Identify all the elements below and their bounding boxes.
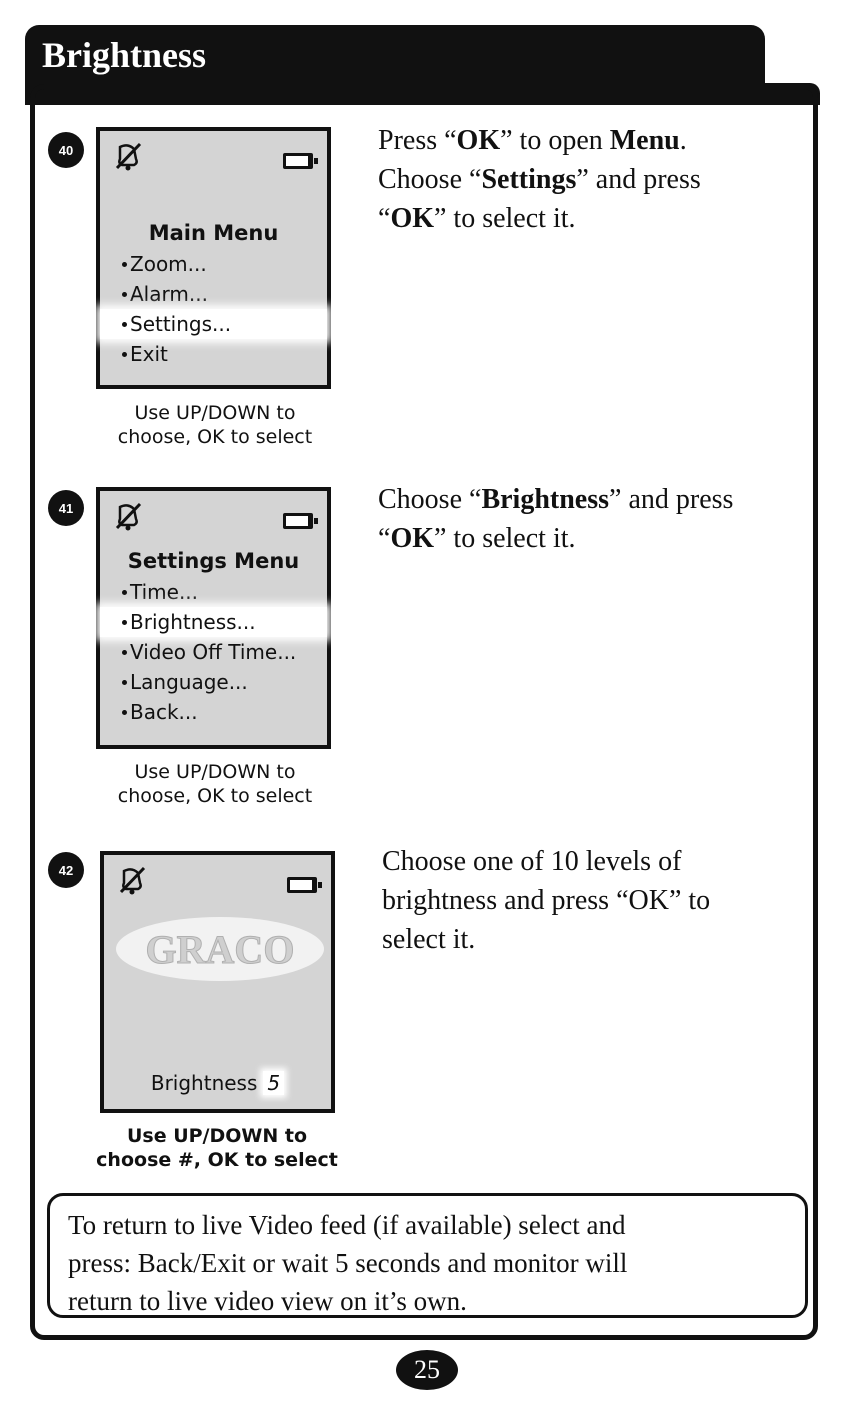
note-line: press: Back/Exit or wait 5 seconds and monitor will — [68, 1248, 628, 1278]
menu-title: Settings Menu — [127, 549, 300, 573]
menu-item-language: Language... — [100, 667, 327, 697]
menu-item-settings: Settings... — [100, 309, 327, 339]
menu-title: Main Menu — [148, 221, 279, 245]
menu-item-back: Back... — [100, 697, 327, 727]
mute-icon — [114, 141, 142, 171]
battery-icon — [287, 877, 317, 893]
menu-item-zoom: Zoom... — [100, 249, 327, 279]
menu-item-time: Time... — [100, 577, 327, 607]
step-hint: Use UP/DOWN to choose, OK to select — [117, 761, 313, 807]
note-line: To return to live Video feed (if available) select and — [68, 1210, 626, 1240]
step-hint: Use UP/DOWN to choose, OK to select — [117, 402, 313, 448]
note-box — [47, 1193, 808, 1318]
brightness-label: Brightness — [150, 1071, 258, 1095]
brightness-readout — [104, 1071, 331, 1095]
step-instruction: Press “OK” to open Menu. Choose “Settings” and press “OK” to select it. — [378, 125, 701, 234]
page-title: Brightness — [42, 35, 207, 75]
step-number-badge: 42 — [48, 852, 84, 888]
step-number-badge: 40 — [48, 132, 84, 168]
menu-item-exit: Exit — [100, 339, 327, 369]
menu-list — [100, 249, 327, 369]
menu-item-video-off-time: Video Off Time... — [100, 637, 327, 667]
mute-icon — [118, 865, 146, 895]
step-number-badge: 41 — [48, 490, 84, 526]
battery-icon — [283, 513, 313, 529]
brightness-value: 5 — [263, 1071, 284, 1095]
step-instruction: Choose “Brightness” and press “OK” to select it. — [378, 484, 734, 554]
battery-icon — [283, 153, 313, 169]
note-line: return to live video view on it’s own. — [68, 1286, 467, 1316]
menu-item-alarm: Alarm... — [100, 279, 327, 309]
svg-text:GRACO: GRACO — [145, 927, 295, 972]
graco-logo — [114, 915, 326, 983]
monitor-screen-settings-menu — [96, 487, 331, 749]
monitor-screen-brightness — [100, 851, 335, 1113]
page-number: 25 — [396, 1350, 458, 1390]
menu-list — [100, 577, 327, 727]
menu-item-brightness: Brightness... — [100, 607, 327, 637]
step-instruction: Choose one of 10 levels of brightness and press “OK” to select it. — [382, 846, 711, 955]
monitor-screen-main-menu — [96, 127, 331, 389]
step-hint: Use UP/DOWN to choose #, OK to select — [96, 1125, 338, 1171]
mute-icon — [114, 501, 142, 531]
